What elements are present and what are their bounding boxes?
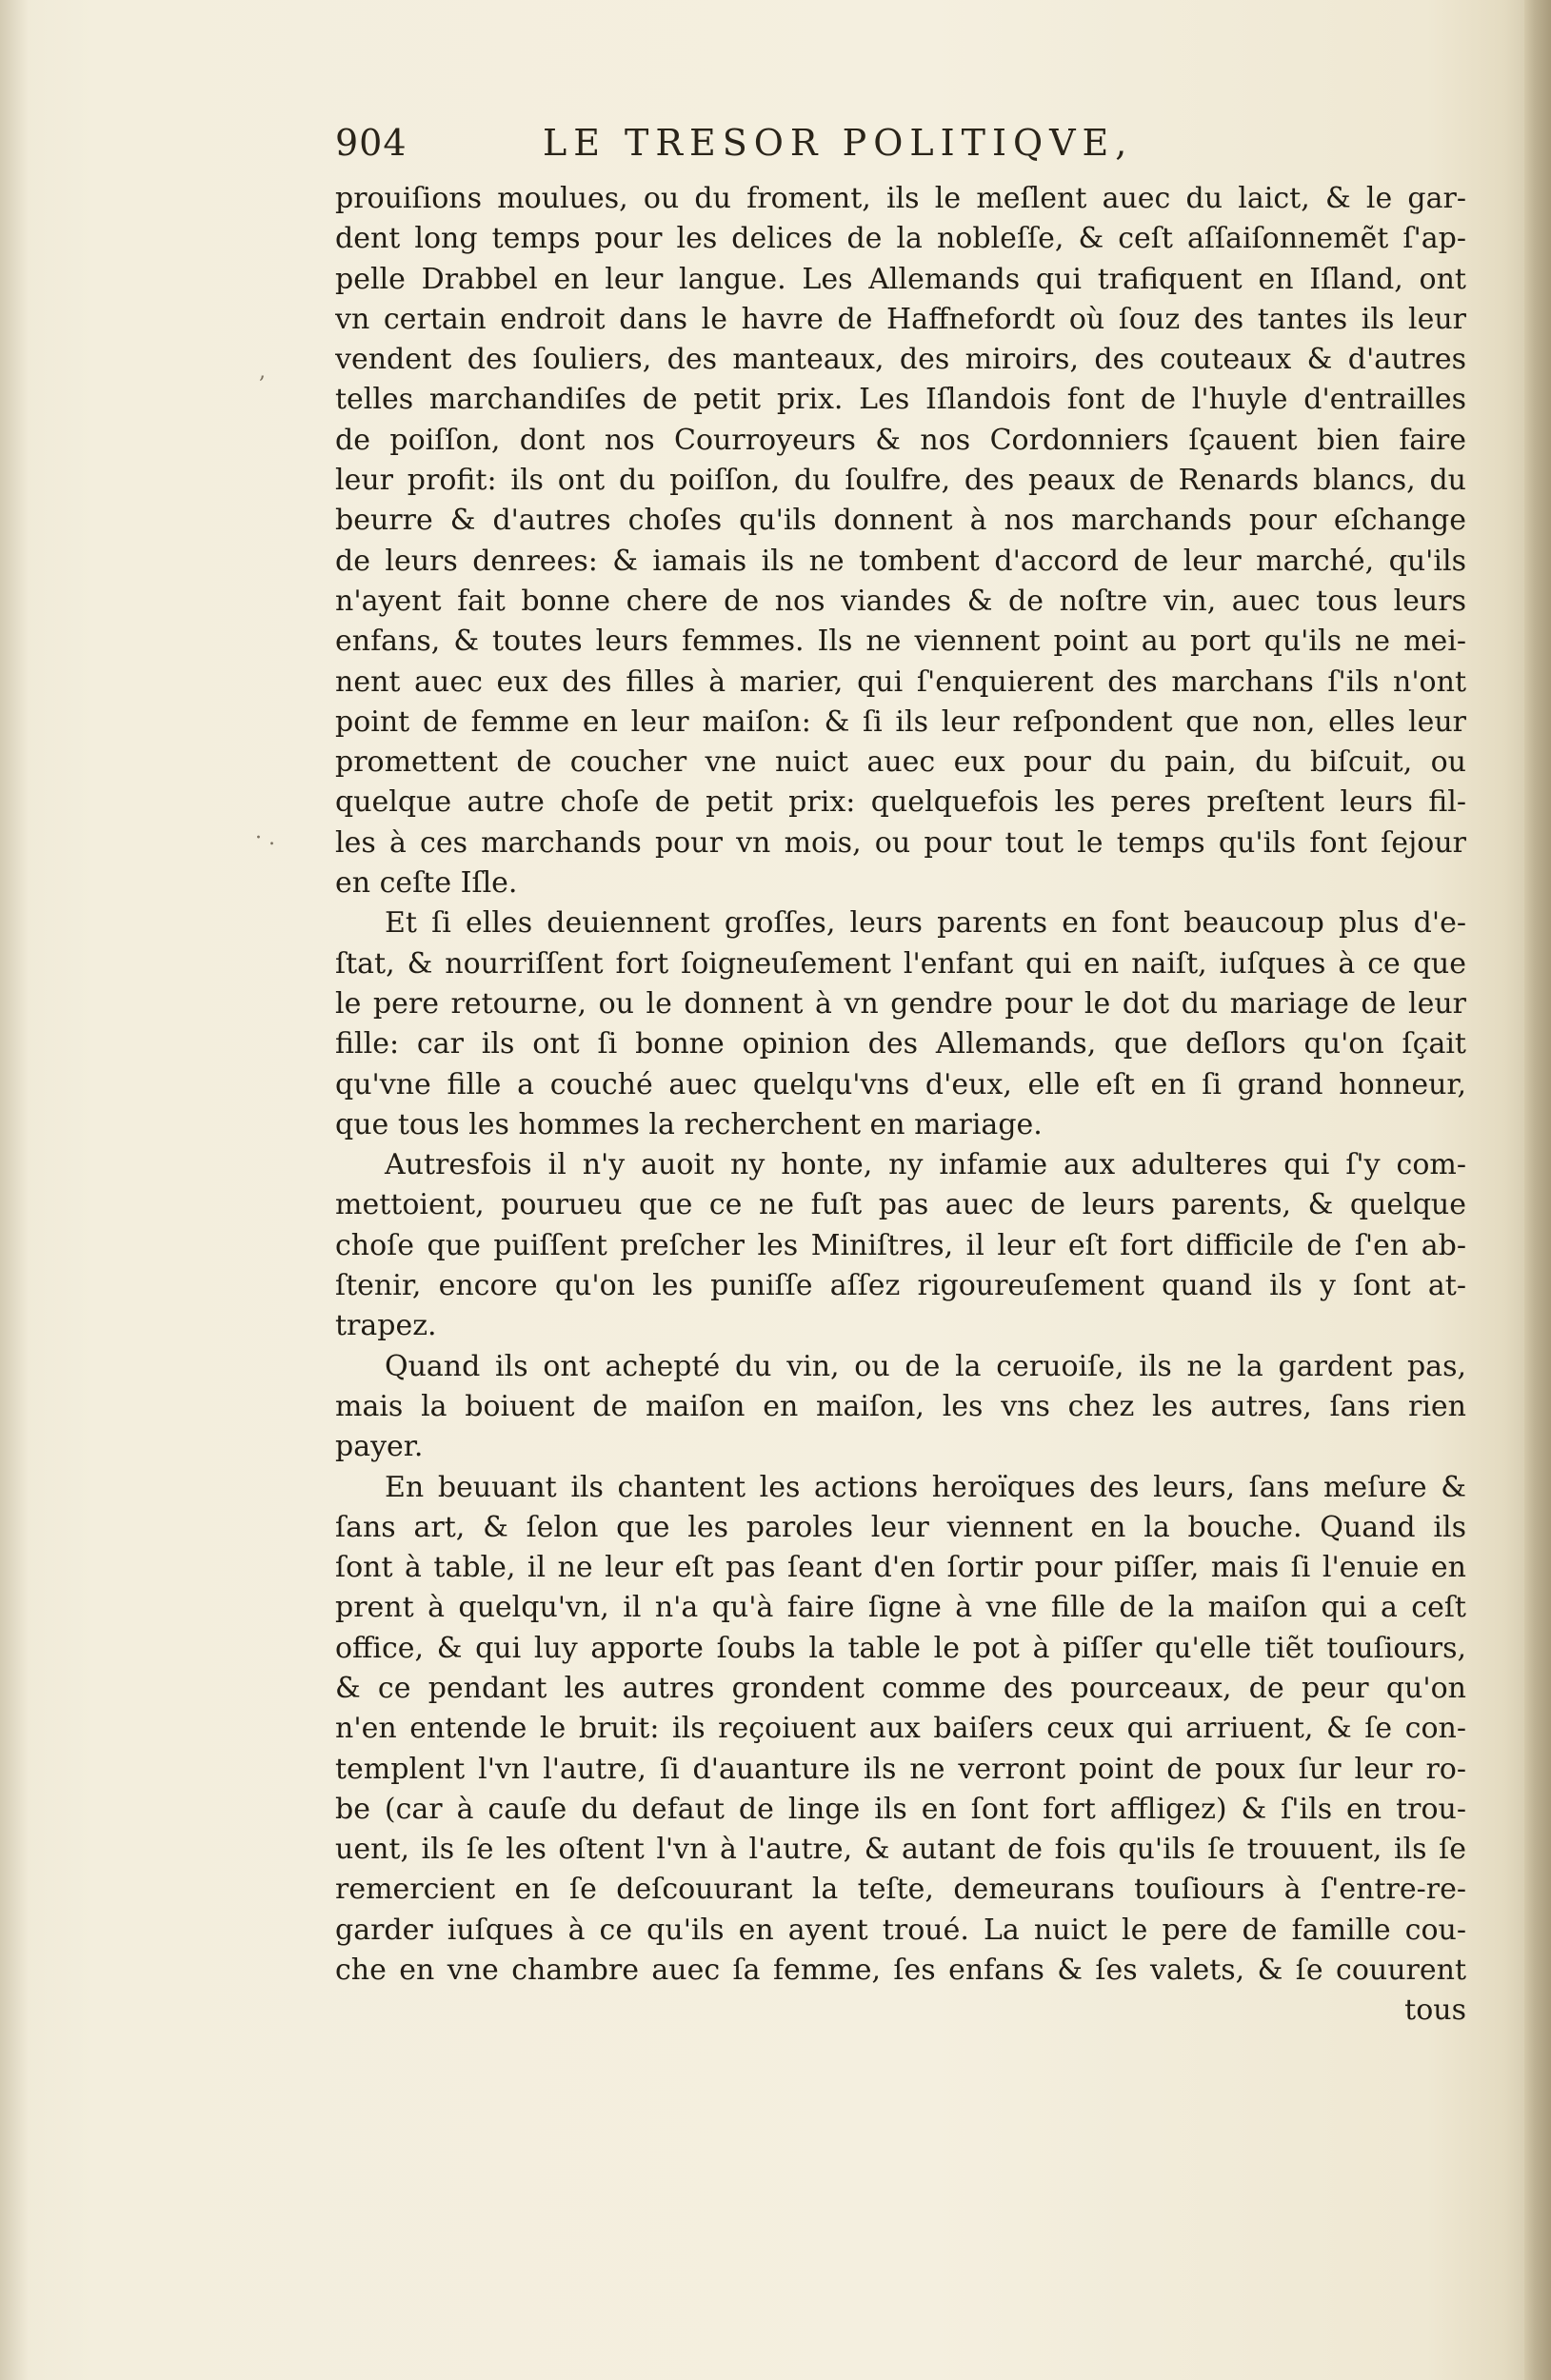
text-line: beurre & d'autres choſes qu'ils donnent à nos marchands pour eſchange — [335, 504, 1466, 538]
text-line: promettent de coucher vne nuict auec eux pour du pain, du biſcuit, ou — [335, 745, 1466, 780]
text-line: point de femme en leur maiſon: & ſi ils leur reſpondent que non, elles leur — [335, 704, 1466, 739]
catchword: tous — [1404, 1993, 1466, 2028]
text-line: que tous les hommes la recherchent en mariage. — [335, 1107, 1043, 1141]
text-line: dent long temps pour les delices de la nobleſſe, & ceſt aſſaiſonnemẽt ſ'ap- — [335, 222, 1466, 256]
text-line: remercient en ſe deſcouurant la teſte, demeurans touſiours à ſ'entre-re- — [335, 1873, 1466, 1907]
text-line: ſans art, & ſelon que les paroles leur viennent en la bouche. Quand ils — [335, 1510, 1466, 1544]
paragraph-start: Quand ils ont achepté du vin, ou de la ceruoiſe, ils ne la gardent pas, — [385, 1349, 1466, 1383]
text-line: mettoient, pourueu que ce ne fuſt pas auec de leurs parents, & quelque — [335, 1188, 1466, 1222]
text-line: templent l'vn l'autre, ſi d'auanture ils ne verront point de poux ſur leur ro- — [335, 1752, 1466, 1786]
text-line: be (car à cauſe du defaut de linge ils en ſont fort affligez) & ſ'ils en trou- — [335, 1792, 1466, 1826]
text-line: uent, ils ſe les oſtent l'vn à l'autre, & autant de fois qu'ils ſe trouuent, ils ſe — [335, 1833, 1466, 1867]
text-line: mais la boiuent de maiſon en maiſon, les vns chez les autres, ſans rien — [335, 1389, 1466, 1423]
text-line: fille: car ils ont ſi bonne opinion des Allemands, que deſlors qu'on ſçait — [335, 1027, 1466, 1061]
text-line: telles marchandiſes de petit prix. Les Iſlandois font de l'huyle d'entrailles — [335, 383, 1466, 417]
text-line: vendent des ſouliers, des manteaux, des miroirs, des couteaux & d'autres — [335, 343, 1466, 377]
text-line: leur profit: ils ont du poiſſon, du ſoulfre, des peaux de Renards blancs, du — [335, 464, 1466, 498]
text-line: trapez. — [335, 1309, 437, 1343]
text-line: le pere retourne, ou le donnent à vn gendre pour le dot du mariage de leur — [335, 986, 1466, 1021]
paragraph-start: Autresfois il n'y auoit ny honte, ny infamie aux adulteres qui ſ'y com- — [385, 1148, 1466, 1182]
text-line: prouiſions moulues, ou du froment, ils le meſlent auec du laict, & le gar- — [335, 182, 1466, 215]
text-line: & ce pendant les autres grondent comme des pourceaux, de peur qu'on — [335, 1671, 1466, 1705]
text-line: de leurs denrees: & iamais ils ne tombent d'accord de leur marché, qu'ils — [335, 544, 1466, 578]
margin-mark: · . — [255, 826, 275, 850]
text-line: pelle Drabbel en leur langue. Les Allemands qui trafiquent en Iſland, ont — [335, 262, 1466, 296]
paragraph-start: Et ſi elles deuiennent groſſes, leurs parents en font beaucoup plus d'e- — [385, 906, 1466, 941]
text-line: qu'vne fille a couché auec quelqu'vns d'eux, elle eſt en ſi grand honneur, — [335, 1067, 1466, 1101]
text-line: che en vne chambre auec ſa femme, ſes enfans & ſes valets, & ſe couurent — [335, 1954, 1466, 1988]
page-number: 904 — [335, 122, 408, 164]
text-line: enfans, & toutes leurs femmes. Ils ne viennent point au port qu'ils ne mei- — [335, 625, 1466, 659]
text-line: vn certain endroit dans le havre de Haffnefordt où ſouz des tantes ils leur — [335, 302, 1466, 336]
page-header — [335, 122, 1287, 171]
running-title: LE TRESOR POLITIQVE, — [543, 122, 1134, 164]
margin-mark: , — [259, 360, 266, 384]
text-line: ſont à table, il ne leur eſt pas ſeant d'en ſortir pour piſſer, mais ſi l'enuie en — [335, 1551, 1466, 1585]
text-line: garder iuſques à ce qu'ils en ayent troué. La nuict le pere de famille cou- — [335, 1913, 1466, 1947]
text-line: prent à quelqu'vn, il n'a qu'à faire ſigne à vne fille de la maiſon qui a ceſt — [335, 1591, 1466, 1625]
text-line: ſtenir, encore qu'on les puniſſe aſſez rigoureuſement quand ils y ſont at- — [335, 1269, 1466, 1303]
text-line: n'en entende le bruit: ils reçoiuent aux baiſers ceux qui arriuent, & ſe con- — [335, 1712, 1466, 1746]
text-line: office, & qui luy apporte ſoubs la table le pot à piſſer qu'elle tiẽt touſiours, — [335, 1631, 1466, 1665]
paragraph-start: En beuuant ils chantent les actions heroïques des leurs, ſans meſure & — [385, 1470, 1466, 1504]
text-line: n'ayent fait bonne chere de nos viandes & de noſtre vin, auec tous leurs — [335, 584, 1466, 618]
text-line: ſtat, & nourriſſent fort ſoigneuſement l'enfant qui en naiſt, iuſques à ce que — [335, 946, 1466, 981]
text-line: nent auec eux des filles à marier, qui ſ'enquierent des marchans ſ'ils n'ont — [335, 664, 1466, 699]
text-line: choſe que puiſſent preſcher les Miniſtres, il leur eſt fort difficile de ſ'en ab- — [335, 1228, 1466, 1262]
text-line: en ceſte Iſle. — [335, 866, 518, 901]
page-edge — [1524, 0, 1551, 2380]
body-text — [335, 179, 1466, 2032]
text-line: les à ces marchands pour vn mois, ou pour tout le temps qu'ils font ſejour — [335, 825, 1466, 860]
text-line: de poiſſon, dont nos Courroyeurs & nos Cordonniers ſçauent bien faire — [335, 423, 1466, 457]
text-line: quelque autre choſe de petit prix: quelquefois les peres preſtent leurs fil- — [335, 785, 1466, 820]
text-line: payer. — [335, 1430, 424, 1464]
spine-shadow — [0, 0, 29, 2380]
